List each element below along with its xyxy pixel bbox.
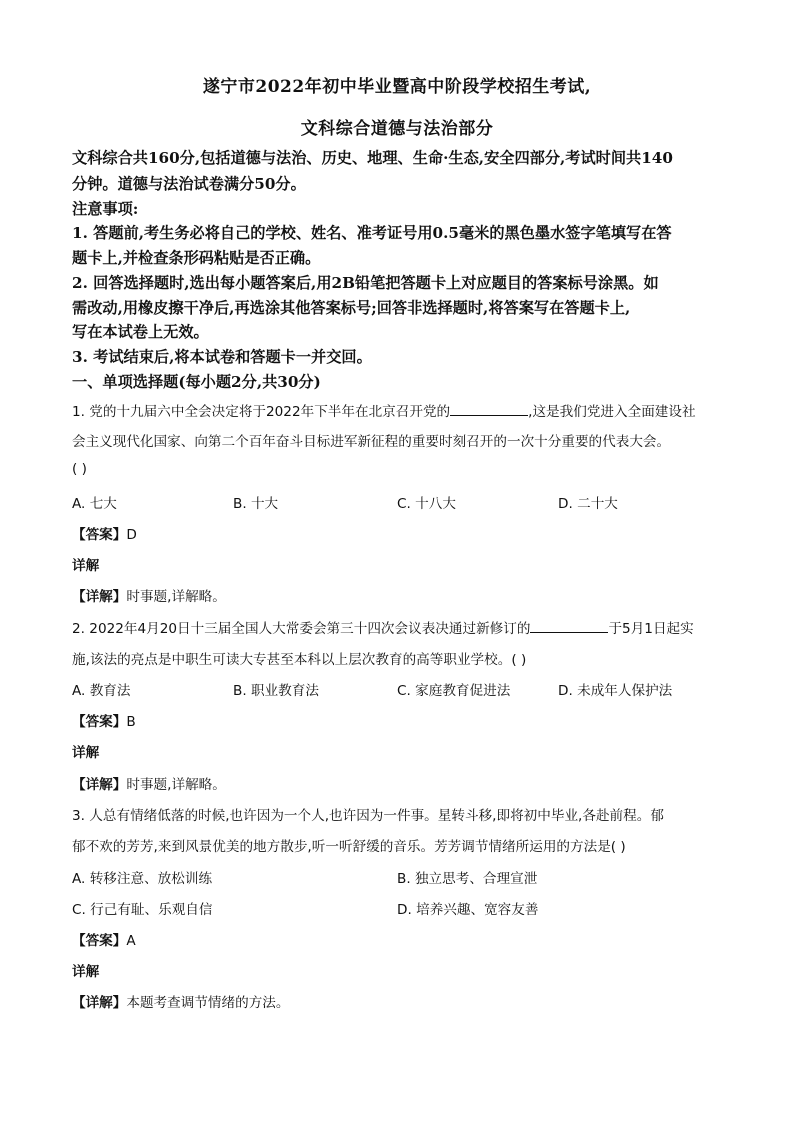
detail-text: 时事题,详解略。 <box>126 777 226 793</box>
detail-tag: 【详解】 <box>72 995 127 1011</box>
q1-detail <box>72 585 722 605</box>
question-2-text-b: 于5月1日起实 <box>608 621 694 637</box>
q1-option-d: D. 二十大 <box>558 496 618 512</box>
q3-option-a: A. 转移注意、放松训练 <box>72 871 213 887</box>
q1-option-a: A. 七大 <box>72 496 117 512</box>
answer-tag: 【答案】 <box>72 933 127 949</box>
answer-value: B <box>126 714 136 730</box>
detail-text: 本题考查调节情绪的方法。 <box>126 995 290 1011</box>
question-2-text-a: 2. 2022年4月20日十三届全国人大常委会第三十四次会议表决通过新修订的 <box>72 621 531 637</box>
notice-1-line-2: 题卡上,并检查条形码粘贴是否正确。 <box>72 249 321 267</box>
question-1-line-1 <box>72 400 722 420</box>
notice-3: 3. 考试结束后,将本试卷和答题卡一并交回。 <box>72 348 372 366</box>
q3-option-c: C. 行己有耻、乐观自信 <box>72 902 213 918</box>
q2-option-c: C. 家庭教育促进法 <box>397 683 511 699</box>
answer-blank <box>530 620 608 633</box>
q3-option-d: D. 培养兴趣、宽容友善 <box>397 902 539 918</box>
notice-heading: 注意事项: <box>72 200 139 218</box>
notice-2-line-2: 需改动,用橡皮擦干净后,再选涂其他答案标号;回答非选择题时,将答案写在答题卡上, <box>72 299 631 317</box>
question-1-text-a: 1. 党的十九届六中全会决定将于2022年下半年在北京召开党的 <box>72 404 451 420</box>
answer-value: D <box>126 527 137 543</box>
section-heading: 一、单项选择题(每小题2分,共30分) <box>72 373 321 391</box>
q2-detail <box>72 773 722 793</box>
detail-heading: 详解 <box>72 964 100 980</box>
q3-answer <box>72 929 722 949</box>
question-3-line-1: 3. 人总有情绪低落的时候,也许因为一个人,也许因为一件事。星转斗移,即将初中毕业,各赴前程。郁 <box>72 808 664 824</box>
answer-value: A <box>126 933 136 949</box>
q2-detail-heading <box>72 741 722 761</box>
detail-tag: 【详解】 <box>72 589 127 605</box>
exam-subtitle: 文科综合道德与法治部分 <box>300 119 494 139</box>
q1-detail-heading <box>72 554 722 574</box>
notice-2-line-1: 2. 回答选择题时,选出每小题答案后,用2B铅笔把答题卡上对应题目的答案标号涂黑。如 <box>72 274 659 292</box>
question-1-text-b: ,这是我们党进入全面建设社 <box>528 404 696 420</box>
answer-blank <box>450 403 528 416</box>
detail-text: 时事题,详解略。 <box>126 589 226 605</box>
q3-option-b: B. 独立思考、合理宣泄 <box>397 871 538 887</box>
question-3-line-2: 郁不欢的芳芳,来到风景优美的地方散步,听一听舒缓的音乐。芳芳调节情绪所运用的方法是( ) <box>72 839 626 855</box>
intro-line-1: 文科综合共160分,包括道德与法治、历史、地理、生命·生态,安全四部分,考试时间共140 <box>72 149 673 167</box>
question-1-line-3: ( ) <box>72 461 87 477</box>
q2-answer <box>72 710 722 730</box>
notice-2-line-3: 写在本试卷上无效。 <box>72 323 209 341</box>
question-1-line-2: 会主义现代化国家、向第二个百年奋斗目标进军新征程的重要时刻召开的一次十分重要的代表大会。 <box>72 434 671 450</box>
notice-1-line-1: 1. 答题前,考生务必将自己的学校、姓名、准考证号用0.5毫米的黑色墨水签字笔填写在答 <box>72 224 672 242</box>
answer-tag: 【答案】 <box>72 527 127 543</box>
q1-option-c: C. 十八大 <box>397 496 456 512</box>
detail-heading: 详解 <box>72 558 100 574</box>
q2-option-d: D. 未成年人保护法 <box>558 683 673 699</box>
q3-detail-heading <box>72 960 722 980</box>
q2-option-a: A. 教育法 <box>72 683 131 699</box>
detail-tag: 【详解】 <box>72 777 127 793</box>
question-2-line-2: 施,该法的亮点是中职生可读大专甚至本科以上层次教育的高等职业学校。( ) <box>72 652 527 668</box>
question-2-line-1 <box>72 617 722 637</box>
intro-line-2: 分钟。道德与法治试卷满分50分。 <box>72 175 306 193</box>
detail-heading: 详解 <box>72 745 100 761</box>
exam-title: 遂宁市2022年初中毕业暨高中阶段学校招生考试, <box>202 77 592 97</box>
q1-answer <box>72 523 722 543</box>
q3-detail <box>72 991 722 1011</box>
q2-option-b: B. 职业教育法 <box>233 683 319 699</box>
q1-option-b: B. 十大 <box>233 496 279 512</box>
answer-tag: 【答案】 <box>72 714 127 730</box>
